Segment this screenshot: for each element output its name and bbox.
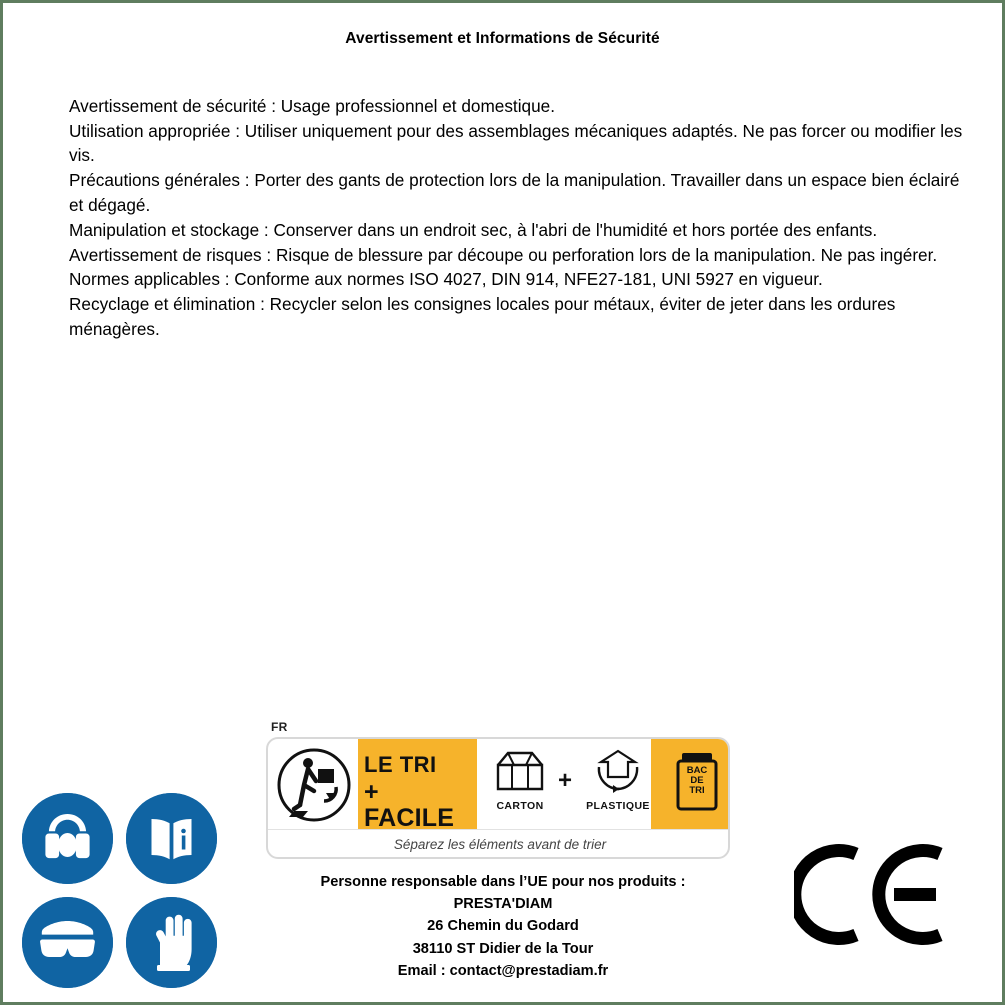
ear-protection-icon	[22, 793, 113, 884]
page-title: Avertissement et Informations de Sécurité	[345, 30, 660, 47]
triman-headline	[364, 753, 476, 832]
responsible-company: PRESTA'DIAM	[453, 896, 553, 913]
safety-line-text: Avertissement de sécurité : Usage professionnel et domestique.	[69, 96, 555, 116]
safety-line-text: Manipulation et stockage : Conserver dans un endroit sec, à l'abri de l'humidité et hors portée des enfants.	[69, 219, 878, 240]
eye-protection-icon	[22, 897, 113, 988]
triman-figure-icon	[274, 747, 354, 823]
responsible-heading-ue: UE	[527, 874, 548, 890]
responsible-city: 38110 ST Didier de la Tour	[412, 940, 594, 957]
triman-bin-line1: BAC	[686, 765, 708, 776]
safety-line-text: Précautions générales : Porter des gants de protection lors de la manipulation. Travailler dans un espace bien éclairé et dégagé.	[69, 170, 965, 215]
triman-footer-text: Séparez les éléments avant de trier	[268, 829, 730, 859]
triman-bin-line3: TRI	[689, 784, 705, 796]
triman-bin-icon	[668, 749, 726, 822]
triman-country-code: FR	[271, 720, 288, 734]
triman-headline-line2: + FACILE	[364, 778, 455, 833]
triman-item-plastique-label: PLASTIQUE	[586, 800, 650, 812]
triman-label-box	[266, 737, 730, 859]
responsible-email: Email : contact@prestadiam.fr	[397, 962, 609, 979]
safety-line	[69, 168, 972, 217]
safety-line-text: Avertissement de risques : Risque de blessure par découpe ou perforation lors de la manipulation. Ne pas ingérer.	[69, 244, 938, 265]
responsible-heading-prefix: Personne responsable dans l’	[320, 874, 528, 890]
safety-line	[69, 119, 972, 168]
safety-line-text: Utilisation appropriée : Utiliser uniquement pour des assemblages mécaniques adaptés. Ne pas forcer ou modifier les vis.	[69, 120, 968, 166]
responsible-person-block	[163, 871, 843, 982]
responsible-heading-suffix: pour nos produits :	[547, 874, 686, 890]
safety-line	[69, 218, 972, 242]
triman-sorting-label	[266, 720, 730, 860]
safety-line	[69, 243, 972, 267]
triman-item-plastique	[578, 747, 658, 812]
safety-line-text: Recyclage et élimination : Recycler selon les consignes locales pour métaux, éviter de jeter dans les ordures ménagères.	[69, 294, 901, 339]
safety-line	[69, 267, 972, 291]
triman-bin-line2: DE	[690, 774, 704, 786]
safety-line	[69, 94, 972, 118]
responsible-street: 26 Chemin du Godard	[427, 918, 579, 935]
safety-line-text: Normes applicables : Conforme aux normes ISO 4027, DIN 914, NFE27-181, UNI 5927 en vigueur.	[69, 269, 823, 290]
responsible-heading	[163, 871, 843, 893]
safety-line	[69, 292, 972, 341]
safety-information-block	[69, 94, 972, 341]
triman-item-carton-label: CARTON	[496, 800, 544, 812]
triman-separator: +	[558, 767, 573, 794]
triman-headline-line1: LE TRI	[364, 752, 437, 777]
triman-bin-label	[674, 766, 720, 796]
triman-item-carton	[484, 747, 556, 812]
ce-marking-icon	[794, 842, 944, 947]
